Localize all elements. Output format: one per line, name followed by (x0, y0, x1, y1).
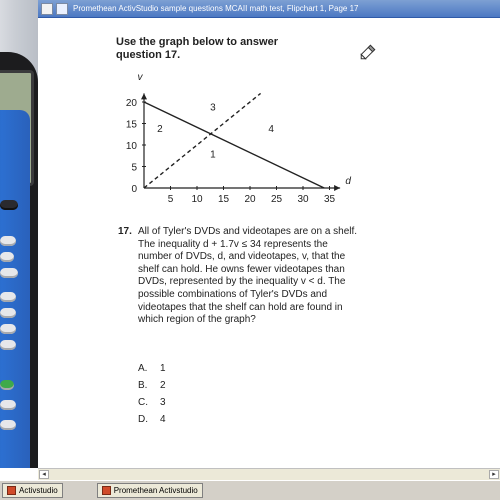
taskbar-item-label: Activstudio (19, 486, 58, 495)
calculator-key[interactable] (0, 308, 16, 318)
x-tick-label: 15 (217, 194, 230, 205)
horizontal-scrollbar[interactable] (38, 468, 500, 480)
calculator-key[interactable] (0, 340, 16, 350)
calculator-key[interactable] (0, 252, 14, 262)
y-tick-label: 20 (125, 98, 137, 109)
calculator-key[interactable] (0, 400, 16, 410)
x-tick-label: 30 (297, 194, 309, 205)
calculator-keypad (0, 110, 30, 468)
choice-value: 2 (160, 380, 166, 391)
calculator-key[interactable] (0, 324, 16, 334)
region-label: 4 (268, 123, 274, 135)
app-icon (102, 486, 111, 495)
choice-c[interactable] (138, 397, 166, 414)
taskbar-item-activstudio[interactable] (2, 483, 63, 498)
answer-choices (138, 363, 166, 431)
y-tick-label: 10 (125, 141, 137, 152)
calculator-key[interactable] (0, 420, 16, 430)
x-tick-label: 20 (244, 194, 256, 205)
x-axis-arrow-icon (334, 185, 340, 191)
calculator-key[interactable] (0, 380, 14, 390)
y-axis-label: v (137, 72, 143, 83)
taskbar-item-promethean[interactable] (97, 483, 203, 498)
choice-value: 4 (160, 414, 166, 425)
region-label: 1 (210, 149, 216, 161)
x-tick-label: 25 (270, 194, 283, 205)
y-tick-label: 5 (131, 162, 137, 174)
calculator-key[interactable] (0, 268, 18, 278)
y-tick-label: 0 (131, 184, 137, 195)
region-label: 2 (157, 123, 163, 135)
choice-letter: A. (138, 363, 148, 374)
y-tick-label: 15 (125, 119, 137, 131)
question-text: All of Tyler's DVDs and videotapes are on a shelf. The inequality d + 1.7v ≤ 34 represents the number of DVDs, d, and videotapes, v, that the shelf can hold. He owns fewer videotapes than DVDs, represented by the inequality v < d. The possible combinations of Tyler's DVDs and videotapes that the shelf can hold are found in which region of the graph? (138, 226, 358, 326)
choice-b[interactable] (138, 380, 166, 397)
x-tick-label: 5 (167, 194, 174, 205)
inequality-graph (118, 70, 358, 210)
flipchart-page (40, 18, 500, 468)
pencil-icon[interactable] (358, 40, 380, 62)
calculator-panel (0, 0, 38, 468)
dashed-boundary-line (144, 93, 261, 188)
instruction-text: Use the graph below to answer question 17. (116, 36, 278, 61)
app-icon (7, 486, 16, 495)
region-label: 3 (210, 102, 216, 114)
taskbar (0, 480, 500, 500)
x-tick-label: 35 (323, 194, 336, 205)
app-icon[interactable] (56, 3, 68, 15)
choice-value: 1 (160, 363, 166, 374)
question-number: 17. (118, 226, 132, 237)
taskbar-item-label: Promethean Activstudio (113, 486, 198, 495)
choice-a[interactable] (138, 363, 166, 380)
question-block (118, 226, 363, 327)
calculator-key[interactable] (0, 236, 16, 246)
y-axis-arrow-icon (141, 93, 147, 99)
scroll-right-icon[interactable]: ▸ (489, 470, 499, 479)
choice-letter: C. (138, 397, 148, 408)
choice-d[interactable] (138, 414, 166, 431)
solid-boundary-line (144, 102, 324, 188)
calculator-key[interactable] (0, 292, 16, 302)
window-titlebar (38, 0, 500, 18)
choice-letter: B. (138, 380, 148, 391)
choice-letter: D. (138, 414, 148, 425)
x-axis-label: d (345, 176, 351, 187)
scroll-left-icon[interactable]: ◂ (39, 470, 49, 479)
choice-value: 3 (160, 397, 166, 408)
x-tick-label: 10 (191, 194, 203, 205)
calculator-key[interactable] (0, 200, 18, 210)
checkbox-icon[interactable] (41, 3, 53, 15)
window-title: Promethean ActivStudio sample questions MCAII math test, Flipchart 1, Page 17 (73, 4, 359, 13)
